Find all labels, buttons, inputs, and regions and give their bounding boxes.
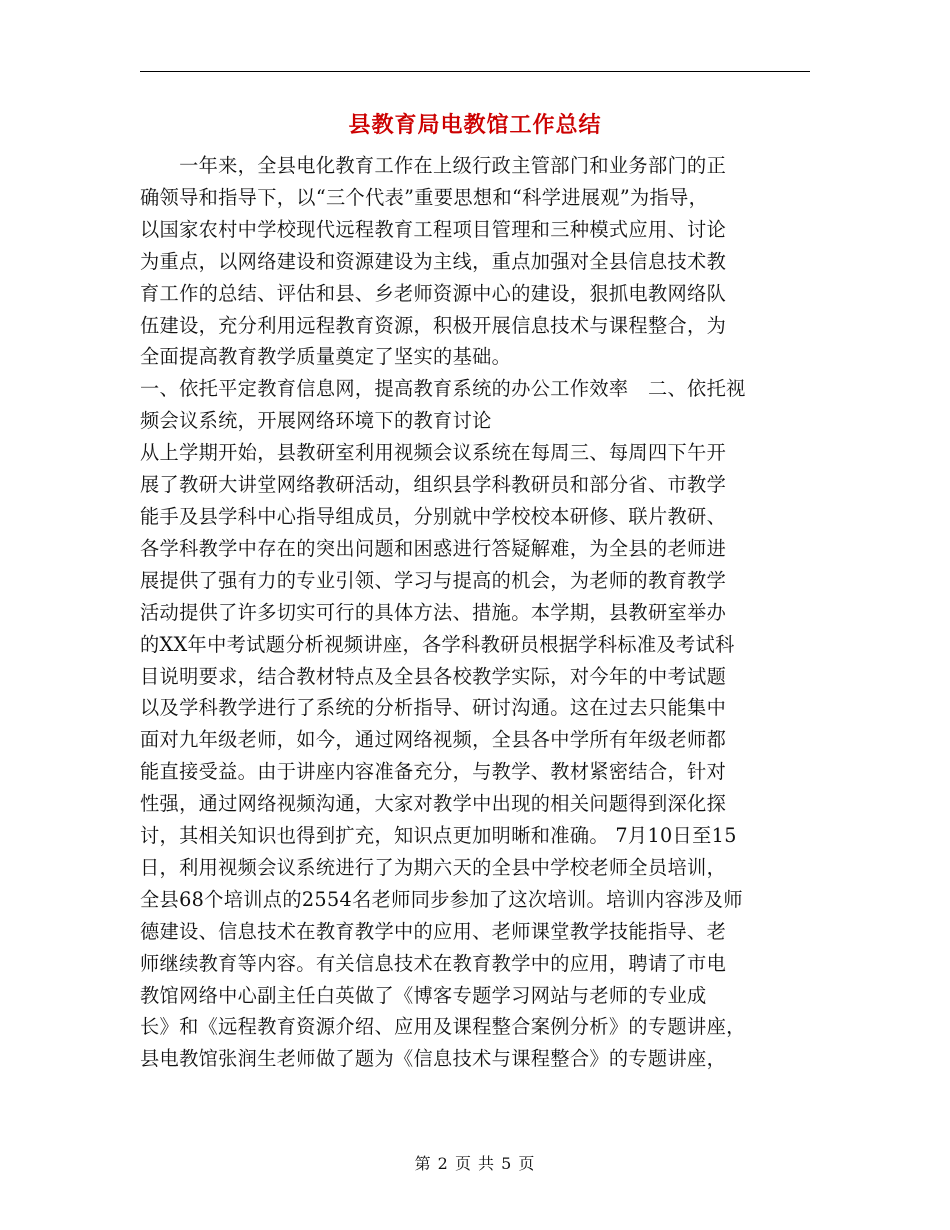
body-line: 全面提高教育教学质量奠定了坚实的基础。 (140, 345, 512, 369)
body-line: 全县68个培训点的2554名老师同步参加了这次培训。培训内容涉及师 (140, 887, 743, 911)
body-line: 以及学科教学进行了系统的分析指导、研讨沟通。这在过去只能集中 (140, 696, 727, 720)
body-line: 师继续教育等内容。有关信息技术在教育教学中的应用，聘请了市电 (140, 951, 727, 975)
body-line: 能手及县学科中心指导组成员，分别就中学校校本研修、联片教研、 (140, 504, 727, 528)
header-rule (140, 71, 810, 72)
body-line: 县电教馆张润生老师做了题为《信息技术与课程整合》的专题讲座， (140, 1047, 727, 1071)
body-line: 教馆网络中心副主任白英做了《博客专题学习网站与老师的专业成 (140, 983, 707, 1007)
body-line: 能直接受益。由于讲座内容准备充分，与教学、教材紧密结合，针对 (140, 760, 727, 784)
body-line: 的XX年中考试题分析视频讲座，各学科教研员根据学科标准及考试科 (140, 632, 735, 656)
body-line: 性强，通过网络视频沟通，大家对教学中出现的相关问题得到深化探 (140, 792, 727, 816)
section-heading-line: 频会议系统，开展网络环境下的教育讨论 (140, 409, 492, 433)
body-line: 为重点，以网络建设和资源建设为主线，重点加强对全县信息技术教 (140, 249, 727, 273)
body-line: 目说明要求，结合教材特点及全县各校教学实际，对今年的中考试题 (140, 664, 727, 688)
body-line: 育工作的总结、评估和县、乡老师资源中心的建设，狠抓电教网络队 (140, 281, 727, 305)
body-line: 以国家农村中学校现代远程教育工程项目管理和三种模式应用、讨论 (140, 217, 727, 241)
body-line: 长》和《远程教育资源介绍、应用及课程整合案例分析》的专题讲座， (140, 1015, 746, 1039)
section-heading-line: 一、依托平定教育信息网，提高教育系统的办公工作效率 二、依托视 (140, 377, 746, 401)
body-line: 活动提供了许多切实可行的具体方法、措施。本学期，县教研室举办 (140, 600, 727, 624)
page-number-footer: 第 2 页 共 5 页 (414, 1154, 536, 1173)
body-line: 确领导和指导下，以“三个代表”重要思想和“科学进展观”为指导， (140, 185, 709, 209)
body-line: 展提供了强有力的专业引领、学习与提高的机会，为老师的教育教学 (140, 568, 727, 592)
body-line: 面对九年级老师，如今，通过网络视频，全县各中学所有年级老师都 (140, 728, 727, 752)
body-line: 一年来，全县电化教育工作在上级行政主管部门和业务部门的正 (140, 154, 727, 177)
body-line: 日，利用视频会议系统进行了为期六天的全县中学校老师全员培训， (140, 855, 727, 879)
body-line: 展了教研大讲堂网络教研活动，组织县学科教研员和部分省、市教学 (140, 473, 727, 497)
body-line: 伍建设，充分利用远程教育资源，积极开展信息技术与课程整合，为 (140, 313, 727, 337)
body-line: 德建设、信息技术在教育教学中的应用、老师课堂教学技能指导、老 (140, 919, 727, 943)
body-line: 讨，其相关知识也得到扩充，知识点更加明晰和准确。 7月10日至15 (140, 824, 737, 848)
document-title: 县教育局电教馆工作总结 (348, 112, 602, 138)
body-line: 从上学期开始，县教研室利用视频会议系统在每周三、每周四下午开 (140, 441, 727, 465)
document-body (140, 150, 810, 1075)
body-line: 各学科教学中存在的突出问题和困惑进行答疑解难，为全县的老师进 (140, 536, 727, 560)
